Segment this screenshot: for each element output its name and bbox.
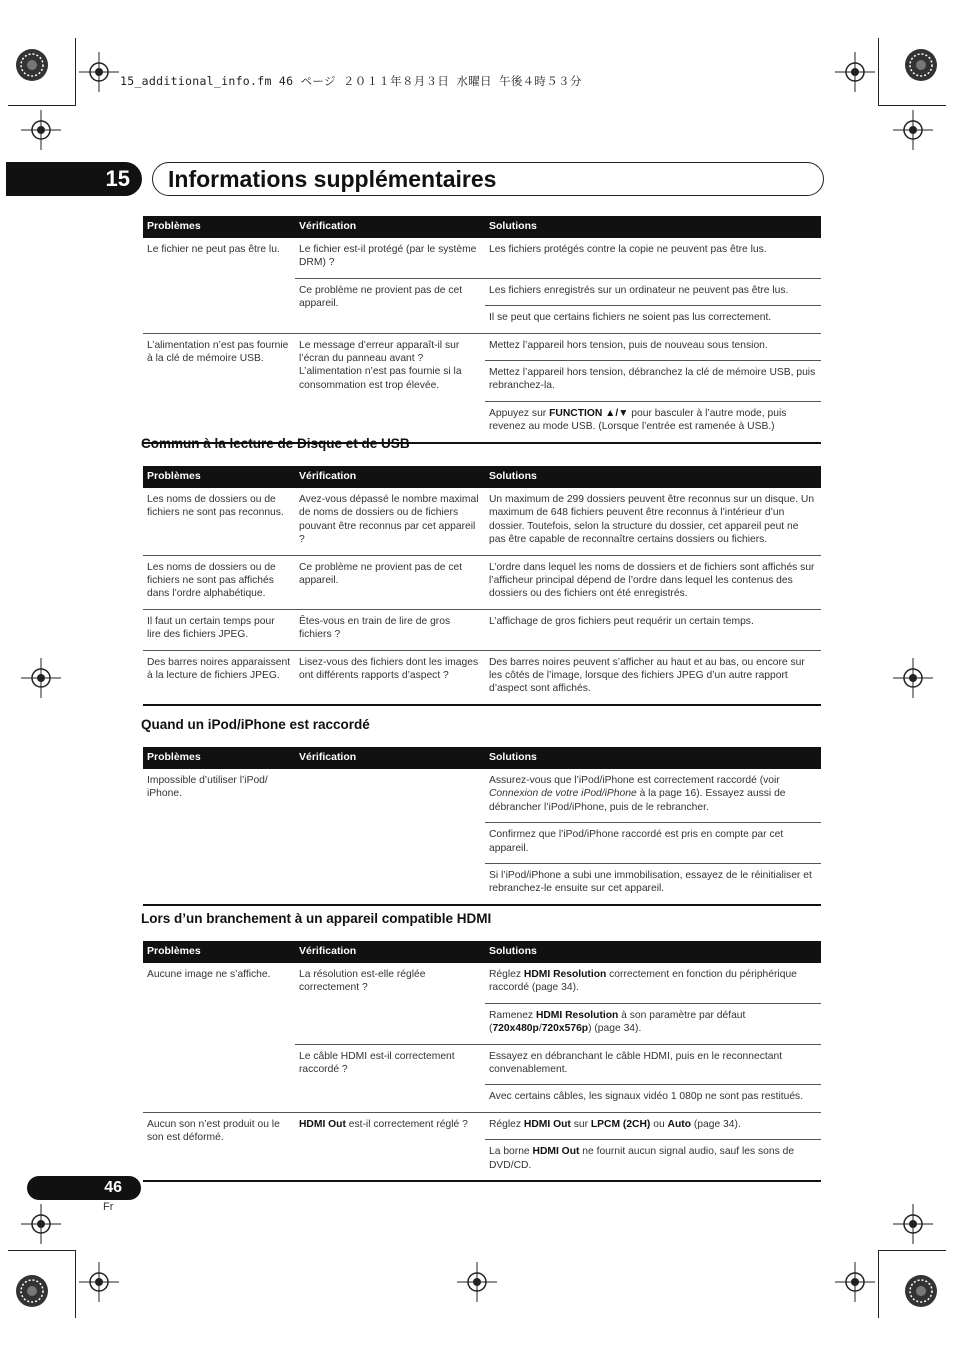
text-run: Appuyez sur [489,407,550,419]
solution-cell: Mettez l’appareil hors tension, débranchez la clé de mémoire USB, puis rebranchez-la. [485,361,821,402]
text-run: Assurez-vous que l’iPod/iPhone est correctement raccordé (voir [489,775,780,786]
setting-value: 720x480p [492,1023,539,1035]
problem-cell: Aucune image ne s’affiche. [147,969,271,980]
problem-cell: Des barres noires apparaissent à la lecture de fichiers JPEG. [143,650,295,705]
text-run: est-il correctement réglé ? [345,1118,468,1130]
check-cell [295,769,485,905]
column-header-problems: Problèmes [143,941,295,963]
section-title-ipod: Quand un iPod/iPhone est raccordé [141,717,370,732]
column-header-solutions: Solutions [485,747,821,769]
registration-mark-icon [79,1262,119,1302]
column-header-solutions: Solutions [485,941,821,963]
solution-cell: Confirmez que l’iPod/iPhone raccordé est pris en compte par cet appareil. [485,823,821,864]
crop-line [878,105,946,106]
column-header-check: Vérification [295,941,485,963]
text-run: La borne [489,1146,533,1158]
text-run: Réglez [489,969,524,980]
column-header-solutions: Solutions [485,466,821,488]
registration-mark-icon [21,1204,61,1244]
chapter-title: Informations supplémentaires [168,165,497,192]
text-run: sur [570,1118,591,1130]
print-header: 15_additional_info.fm 46 ページ ２０１１年８月３日 水曜日 午後４時５３分 [120,74,582,88]
solution-cell [485,1112,821,1139]
table-row [143,650,821,705]
terminal-name: HDMI Out [532,1146,580,1158]
cross-reference-link[interactable]: Connexion de votre iPod/iPhone [489,788,637,800]
page-language: Fr [103,1201,114,1213]
color-rosette-icon [904,48,938,82]
problem-cell: Aucun son n’est produit ou le son est déformé. [143,1112,295,1181]
text-run: à son paramètre par défaut ( [489,1009,746,1035]
crop-line [75,38,76,106]
registration-mark-icon [893,1204,933,1244]
crop-line [75,1250,76,1318]
check-cell: Lisez-vous des fichiers dont les images ont différents rapports d’aspect ? [295,650,485,705]
table-header-row [143,747,821,769]
page-number: 46 [27,1176,141,1200]
solution-cell: Il se peut que certains fichiers ne soient pas lus correctement. [485,306,821,333]
problem-cell: Il faut un certain temps pour lire des fichiers JPEG. [143,609,295,650]
crop-line [878,1250,879,1318]
text-run: ne fournit aucun signal audio, sauf les sons de DVD/CD. [489,1146,795,1171]
registration-mark-icon [893,110,933,150]
color-rosette-icon [15,1274,49,1308]
problem-cell: Les noms de dossiers ou de fichiers ne sont pas affichés dans l’ordre alphabétique. [143,555,295,609]
table-row [143,1112,821,1139]
table-header-row [143,216,821,238]
check-cell: Ce problème ne provient pas de cet appareil. [295,278,485,333]
function-key-label: FUNCTION ▲/▼ [549,407,629,419]
color-rosette-icon [904,1274,938,1308]
table-row [143,488,821,555]
crop-line [8,1250,76,1251]
troubleshooting-table-usb [143,216,821,444]
solution-cell: L’ordre dans lequel les noms de dossiers et de fichiers sont affichés sur l’afficheur principal dépend de l’ordre dans lequel les contenus des dossiers ou des fichiers ont été enregistrés. [485,555,821,609]
setting-name: HDMI Out [523,1118,571,1130]
chapter-number: 15 [6,162,142,196]
solution-cell: Avec certains câbles, les signaux vidéo 1 080p ne sont pas restitués. [485,1085,821,1112]
setting-name: HDMI Out [299,1118,346,1130]
check-cell: Le câble HDMI est-il correctement raccordé ? [295,1044,485,1112]
column-header-problems: Problèmes [143,216,295,238]
column-header-problems: Problèmes [143,747,295,769]
crop-line [878,38,879,106]
registration-mark-icon [893,658,933,698]
problem-cell: Les noms de dossiers ou de fichiers ne sont pas reconnus. [147,494,284,519]
registration-mark-icon [79,52,119,92]
text-run: pour basculer à l’autre mode, puis revenez au mode USB. (Lorsque l’entrée est ramenée à USB.) [489,407,787,433]
crop-line [8,105,76,106]
chapter-title-box [152,162,824,196]
registration-mark-icon [21,658,61,698]
solution-cell: Un maximum de 299 dossiers peuvent être reconnus sur un disque. Un maximum de 648 fichiers peuvent être reconnus à l’intérieur d’un dossier. Toutefois, selon la structure du dossier, cet appareil peut ne pas être capable de reconnaître certains dossiers ou fichiers. [489,494,815,546]
check-cell: Êtes-vous en train de lire de gros fichiers ? [295,609,485,650]
table-header-row [143,941,821,963]
registration-mark-icon [835,1262,875,1302]
solution-cell: Les fichiers protégés contre la copie ne peuvent pas être lus. [489,244,767,255]
column-header-check: Vérification [295,466,485,488]
solution-cell [485,963,821,1003]
table-row [143,333,821,360]
color-rosette-icon [15,48,49,82]
troubleshooting-table-ipod [143,747,821,906]
problem-cell: L’alimentation n’est pas fournie à la clé de mémoire USB. [143,333,295,443]
solution-cell: Si l’iPod/iPhone a subi une immobilisation, essayez de le réinitialiser et rebranchez-le ensuite sur cet appareil. [485,864,821,905]
table-row [143,769,821,823]
section-title-hdmi: Lors d’un branchement à un appareil compatible HDMI [141,911,492,926]
setting-name: HDMI Resolution [535,1009,619,1021]
setting-value: Auto [667,1118,691,1130]
column-header-check: Vérification [295,216,485,238]
check-cell: Avez-vous dépassé le nombre maximal de noms de dossiers ou de fichiers pouvant être reconnus par cet appareil ? [299,494,479,546]
text-run: Ramenez [489,1009,536,1021]
table-row [143,238,821,278]
solution-cell: Essayez en débranchant le câble HDMI, puis en le reconnectant convenablement. [485,1044,821,1085]
table-row [143,963,821,1003]
check-cell: La résolution est-elle réglée correctement ? [299,969,426,994]
check-cell: Le message d’erreur apparaît-il sur l’écran du panneau avant ? L’alimentation n’est pas fournie si la consommation est trop élevée. [295,333,485,443]
check-cell: Ce problème ne provient pas de cet appareil. [295,555,485,609]
solution-cell [485,769,821,823]
table-row [143,555,821,609]
table-header-row [143,466,821,488]
troubleshooting-table-disc-usb [143,466,821,706]
problem-cell: Impossible d’utiliser l’iPod/ iPhone. [147,775,268,800]
registration-mark-icon [21,110,61,150]
text-run: / [538,1023,542,1035]
text-run: Réglez [489,1118,524,1130]
problem-cell: Le fichier ne peut pas être lu. [147,244,280,255]
column-header-solutions: Solutions [485,216,821,238]
text-run: (page 34). [691,1118,741,1130]
section-title-disc-usb: Commun à la lecture de Disque et de USB [141,436,410,451]
setting-value: 720x576p [541,1023,589,1035]
text-run: à la page 16). Essayez aussi de débrancher l’iPod/iPhone, puis de le rebrancher. [489,788,786,813]
solution-cell: Des barres noires peuvent s’afficher au haut et au bas, ou encore sur les côtés de l’image, lorsque des fichiers JPEG d’un autre rapport d’aspect sont affichés. [485,650,821,705]
registration-mark-icon [457,1262,497,1302]
solution-cell: Mettez l’appareil hors tension, puis de nouveau sous tension. [485,333,821,360]
column-header-check: Vérification [295,747,485,769]
text-run: ) (page 34). [588,1023,642,1035]
setting-value: LPCM (2CH) [590,1118,651,1130]
check-cell: Le fichier est-il protégé (par le système DRM) ? [299,244,477,269]
check-cell [295,1112,485,1181]
text-run: correctement en fonction du périphérique raccordé (page 34). [489,969,797,994]
solution-cell [485,401,821,442]
setting-name: HDMI Resolution [523,969,607,980]
column-header-problems: Problèmes [143,466,295,488]
solution-cell [485,1140,821,1181]
registration-mark-icon [835,52,875,92]
table-row [143,609,821,650]
crop-line [878,1250,946,1251]
solution-cell [485,1003,821,1044]
troubleshooting-table-hdmi [143,941,821,1182]
solution-cell: L’affichage de gros fichiers peut requérir un certain temps. [485,609,821,650]
text-run: ou [650,1118,668,1130]
solution-cell: Les fichiers enregistrés sur un ordinateur ne peuvent pas être lus. [485,278,821,305]
